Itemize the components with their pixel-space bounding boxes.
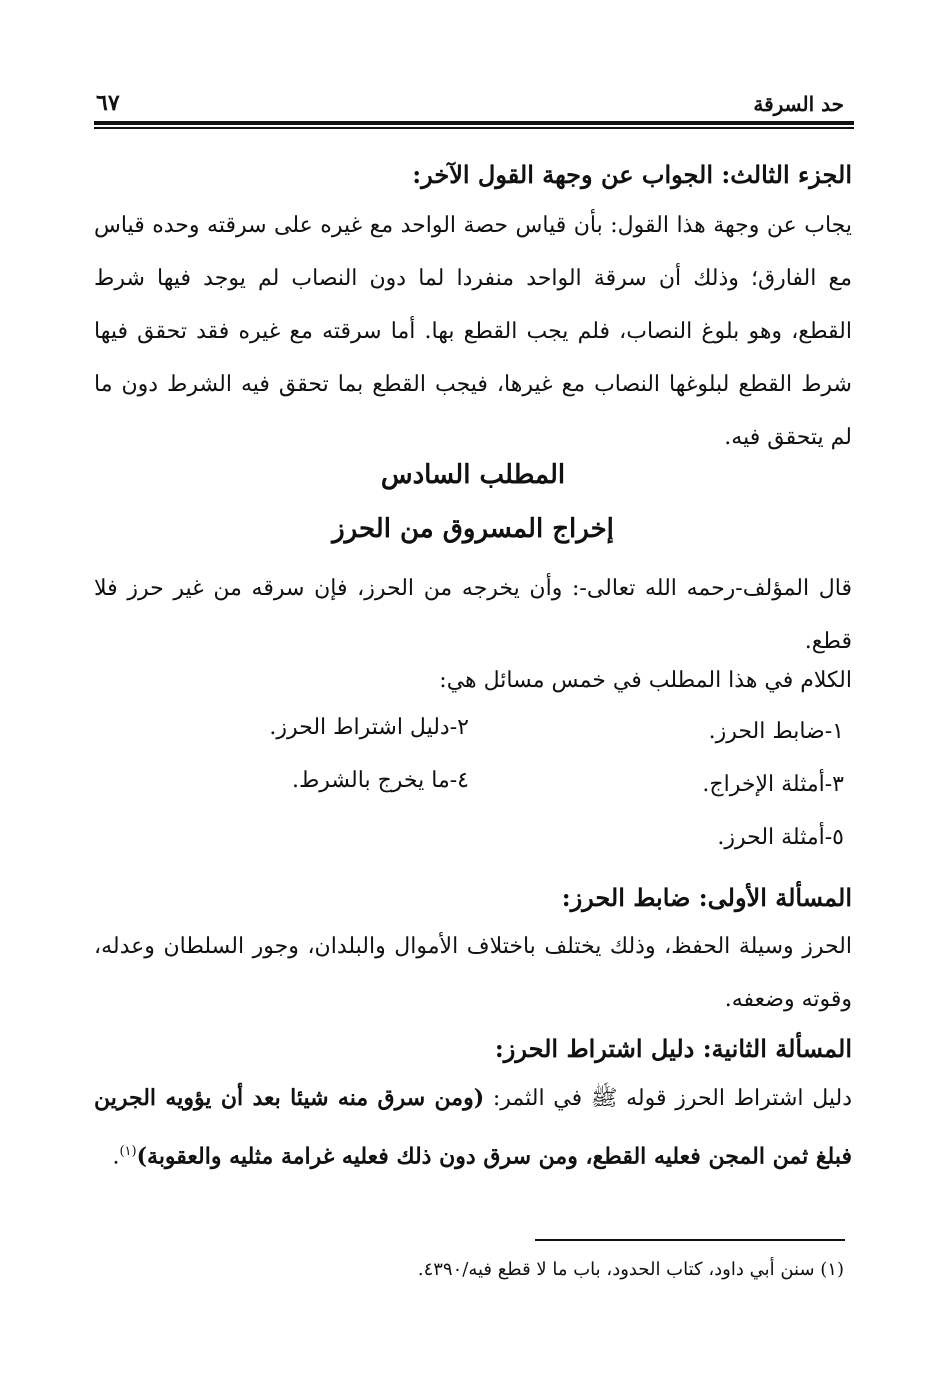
running-header-title: حد السرقة — [753, 92, 844, 116]
issue-item-5: ٥-أمثلة الحرز. — [717, 825, 844, 850]
section-title: المطلب السادس — [380, 460, 566, 490]
author-quote: قال المؤلف-رحمه الله تعالى-: وأن يخرجه من الحرز، فإن سرقه من غير حرز فلا قطع. — [94, 576, 852, 654]
issue1-paragraph: الحرز وسيلة الحفظ، وذلك يختلف باختلاف الأموال والبلدان، وجور السلطان وعدله، وقوته وضعفه. — [94, 934, 852, 1012]
issue2-end: . — [112, 1144, 120, 1170]
issue-item-2: ٢-دليل اشتراط الحرز. — [269, 715, 469, 740]
issue2-heading: المسألة الثانية: دليل اشتراط الحرز: — [494, 1034, 852, 1063]
issue-item-4: ٤-ما يخرج بالشرط. — [291, 768, 469, 793]
part3-heading: الجزء الثالث: الجواب عن وجهة القول الآخر: — [412, 160, 852, 189]
footnote-text: (١) سنن أبي داود، كتاب الحدود، باب ما لا قطع فيه/٤٣٩٠. — [417, 1259, 844, 1280]
issue-item-1: ١-ضابط الحرز. — [708, 719, 844, 744]
header-rule-thin — [94, 127, 854, 129]
header-rule-thick — [94, 121, 854, 125]
issues-intro: الكلام في هذا المطلب في خمس مسائل هي: — [439, 668, 852, 693]
footnote-marker: (١) — [119, 1144, 137, 1159]
issue2-paragraph — [94, 1072, 852, 1183]
page-number: ٦٧ — [96, 90, 120, 116]
hadith-text: (ومن سرق منه شيئا بعد أن يؤويه الجرين فبلغ ثمن المجن فعليه القطع، ومن سرق دون ذلك فعليه غرامة مثليه والعقوبة) — [94, 1085, 852, 1170]
issue1-heading: المسألة الأولى: ضابط الحرز: — [561, 883, 852, 912]
issue-item-3: ٣-أمثلة الإخراج. — [702, 772, 844, 797]
issue2-lead: دليل اشتراط الحرز قوله ﷺ في الثمر: — [492, 1086, 852, 1111]
footnote-rule — [535, 1239, 845, 1241]
section-subtitle: إخراج المسروق من الحرز — [332, 514, 614, 544]
part3-paragraph: يجاب عن وجهة هذا القول: بأن قياس حصة الواحد مع غيره على سرقته وحده قياس مع الفارق؛ وذلك أن سرقة الواحد منفردا لما دون النصاب لم يوجد فيها شرط القطع، وهو بلوغ النصاب، فلم يجب القطع بها. أما سرقته مع غيره فقد تحقق فيها شرط القطع لبلوغها النصاب مع غيرها، فيجب القطع بما تحقق فيه الشرط دون ما لم يتحقق فيه. — [94, 213, 852, 450]
